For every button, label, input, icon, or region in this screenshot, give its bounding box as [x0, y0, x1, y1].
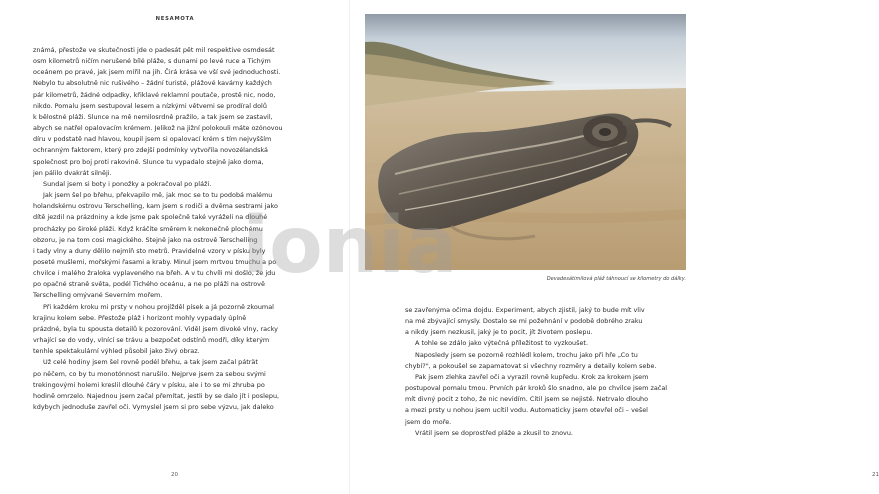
- text-line: Terschelling omývané Severním mořem.: [33, 291, 163, 300]
- text-line: nikdo. Pomalu jsem sestupoval lesem a nízkými větvemi se prodíral dolů: [33, 101, 267, 110]
- text-line: krajinu kolem sebe. Přestože pláž i horizont mohly vypadaly úplně: [33, 313, 247, 322]
- text-line: Sundal jsem si boty i ponožky a pokračoval po pláži.: [43, 179, 212, 188]
- text-line: na mé zbývající smysly. Dostalo se mi požehnání v podobě dobrého zraku: [405, 317, 643, 326]
- text-line: jen pálilo dvakrát silněji.: [33, 168, 112, 177]
- text-line: Už celé hodiny jsem šel rovně podél břehu, a tak jsem začal páträt: [43, 358, 258, 367]
- text-line: poseté mušlemi, mořskými řasami a kraby. Minul jsem mrtvou tmuchu a po: [33, 257, 277, 266]
- text-line: holandskému ostrovu Terschelling, kam jsem s rodiči a dvěma sestrami jako: [33, 202, 278, 211]
- text-line: k bělostné pláži. Slunce na mě nemilosrdně pražilo, a tak jsem se zastavil,: [33, 112, 273, 121]
- text-line: díru v podstatě nad hlavou, koupil jsem si opalovací krém s tím nejvyšším: [33, 135, 272, 144]
- text-line: mít divný pocit z toho, že nic nevidím. Cítil jsem se nejistě. Netrvalo dlouho: [405, 395, 649, 404]
- text-line: A tohle se zdálo jako výtečná příležitost to vyzkoušet.: [415, 339, 588, 348]
- text-line: chvilce i malého žraloka vyplaveného na břeh. A v tu chvíli mi došlo, že jdu: [33, 269, 276, 278]
- page-number-left: 20: [171, 472, 178, 478]
- text-line: osm kilometrů ničím nerušené bílé pláže, s dunami po levé ruce a Tichým: [33, 57, 271, 66]
- watermark-text: ionia: [242, 201, 458, 291]
- right-text-column: [405, 305, 705, 439]
- photo-caption: Devadesátimílová pláž táhnoucí se kilometry do dálky.: [546, 276, 686, 282]
- text-line: vrhající se do vody, vlnící se trávu a bezpočet odstínů modři, díky kterým: [33, 336, 270, 345]
- text-line: chybí?", a pokoušel se zapamatovat si všechny rozměry a detaily kolem sebe.: [405, 361, 657, 370]
- text-line: Vrátil jsem se doprostřed pláže a zkusil to znovu.: [415, 428, 573, 437]
- text-line: Při každém kroku mi prsty v nohou projížděl písek a já pozorně zkoumal: [43, 302, 274, 311]
- text-line: procházky po široké pláži. Když kráčíte směrem k nekonečně plochému: [33, 224, 263, 233]
- text-line: prázdné, byla tu spousta detailů k pozorování. Viděl jsem divoké vlny, racky: [33, 324, 278, 333]
- text-line: se zavřenýma očima dojdu. Experiment, abych zjistil, jaký to bude mít vliv: [405, 306, 645, 314]
- text-line: trekingovými holemi kreslil dlouhé čáry v písku, ale i to se mi zhruba po: [33, 380, 265, 389]
- text-line: a mezi prsty u nohou jsem ucítil vodu. Automaticky jsem otevřel oči – vešel: [405, 406, 648, 415]
- publisher-watermark: [200, 201, 500, 291]
- text-line: dítě jezdil na prázdniny a kde jsme pak společně také vyráželi na dlouhé: [33, 213, 268, 222]
- text-line: Pak jsem zlehka zavřel oči a vyrazil rovně kupředu. Krok za krokem jsem: [415, 372, 649, 381]
- text-line: obzoru, je na tom cosi magického. Stejně jako na ostrově Terschelling: [33, 235, 258, 244]
- text-line: kdybych jednoduše zavřel oči. Vymyslel jsem si pro sebe výzvu, jak daleko: [33, 403, 274, 411]
- running-head: NESAMOTA: [155, 16, 195, 22]
- text-line: Naposledy jsem se pozorně rozhlédl kolem, trochu jako při hře „Co tu: [415, 350, 638, 359]
- text-line: oceánem po pravé, jak jsem mířil na jih. Čirá krása ve vší své jednoduchosti.: [33, 68, 281, 77]
- text-line: hodině omrzelo. Najednou jsem začal přemítat, jestli by se dalo jít i poslepu,: [33, 391, 280, 400]
- text-line: jsem do moře.: [405, 417, 452, 426]
- text-line: po opačné straně světa, podél Tichého oceánu, a ne po pláži na ostrově: [33, 280, 265, 289]
- text-line: i tady vlny a duny dělilo nejmíň sto metrů. Pravidelné vzory v písku byly: [33, 246, 266, 255]
- text-line: Nebylo tu absolutně nic rušivého – žádní turisté, plážové kavárny každých: [33, 79, 272, 88]
- text-line: po něčem, co by tu monotónnost narušilo. Nejprve jsem za sebou svými: [33, 369, 266, 378]
- page-number-right: 21: [872, 472, 879, 478]
- text-line: tenhle spektakulární výhled působil jako živý obraz.: [33, 347, 200, 356]
- text-line: postupoval pomalu tmou. Prvních pár kroků šlo snadno, ale po chvilce jsem začal: [405, 384, 668, 393]
- text-line: ochranným faktorem, který pro zdejší podmínky vytvořila novozélandská: [33, 146, 268, 155]
- text-line: známá, přestože ve skutečnosti jde o padesát pět mil respektive osmdesát: [33, 46, 275, 54]
- text-line: pár kilometrů, žádné odpadky, křiklavé reklamní poutače, prostě nic, nodo,: [33, 90, 276, 99]
- text-line: Jak jsem šel po břehu, překvapilo mě, jak moc se to tu podobá malému: [43, 191, 273, 200]
- text-line: společnost pro boj proti rakovině. Slunce tu vypadalo stejně jako doma,: [33, 157, 264, 166]
- text-line: abych se natřel opalovacím krémem. Jelikož na jižní polokouli máte ozónovou: [33, 124, 283, 133]
- text-line: a nikdy jsem nezkusil, jaký je to pocit, jít životem poslepu.: [405, 328, 593, 337]
